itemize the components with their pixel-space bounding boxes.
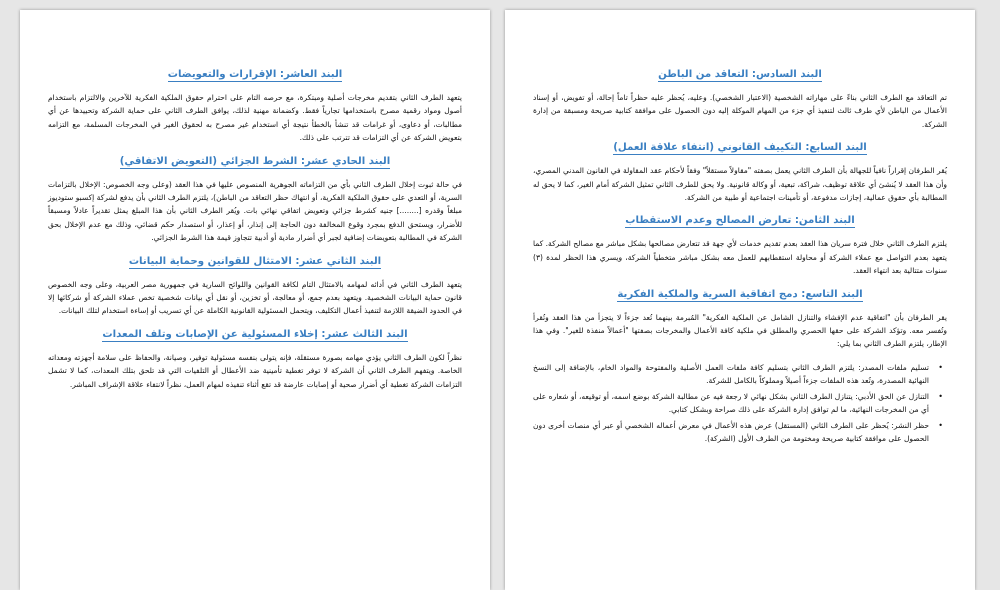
section-paragraph: نظراً لكون الطرف الثاني يؤدي مهامه بصورة مستقلة، فإنه يتولى بنفسه مسئولية توفير، وصيانة، والحفاظ على سلامة أجهزته ومعداته الخاصة. ويتفهم الطرف الثاني أن الشركة لا توفر تغطية تأمينية ضد الأعطال أو التلفيات التي قد تلحق بتلك المعدات، كما لا تشمل التزامات الشركة تغطية أي أضرار صحية أو إصابات عارضة قد تقع أثناء تنفيذه لمهام العمل، نظراً لانتفاء علاقة الإشراف المباشر. — [48, 352, 462, 389]
section-heading: البند الحادي عشر: الشرط الجزائي (التعويض الاتفاقي) — [119, 155, 391, 167]
page-content — [48, 68, 462, 401]
list-item: • حظر النشر: يُحظر على الطرف الثاني (المستقل) عرض هذه الأعمال في معرض أعماله الشخصي أو عبر أي منصات أخرى دون الحصول على موافقة كتابية صريحة ومختومة من الطرف الأول (الشركة). — [533, 420, 943, 443]
section-paragraph: يتعهد الطرف الثاني في أدائه لمهامه بالامتثال التام لكافة القوانين واللوائح السارية في جمهورية مصر العربية، وعلى وجه الخصوص قانون حماية البيانات الشخصية. ويتعهد بعدم جمع، أو معالجة، أو تخزين، أو نقل أي بيانات شخصية تخص عملاء الشركة أو شركائها إلا في الحدود الضيقة اللازمة لتنفيذ أعمال التكليف، ويتحمل المسئولية القانونية الكاملة عن أي تسريب أو إساءة استخدام لتلك البيانات. — [48, 279, 462, 316]
section-paragraph: يقر الطرفان بأن "اتفاقية عدم الإفشاء والتنازل الشامل عن الملكية الفكرية" المُبرمة بينهما تُعد جزءاً لا يتجزأ من هذا العقد وتُقرأ وتُفسر معه. وتؤكد الشركة على حقها الحصري والمطلق في ملكية كافة الأعمال والمخرجات بصفتها "أعمالاً منفذة للغير". وفي هذا الإطار، يلتزم الطرف الثاني بما يلي: — [533, 312, 947, 349]
list-item: • تسليم ملفات المصدر: يلتزم الطرف الثاني بتسليم كافة ملفات العمل الأصلية والمفتوحة والمواد الخام، بالإضافة إلى النسخ النهائية المصدرة، وتُعد هذه الملفات جزءاً أصيلاً ومملوكاً بالكامل للشركة. — [533, 362, 943, 386]
section-heading: البند السابع: التكييف القانوني (انتفاء علاقة العمل) — [613, 142, 867, 154]
section-heading: البند الثامن: تعارض المصالح وعدم الاستقطاب — [625, 215, 855, 227]
section-paragraph: يتعهد الطرف الثاني بتقديم مخرجات أصلية ومبتكرة، مع حرصه التام على احترام حقوق الملكية الفكرية للآخرين والالتزام باستخدام أصول ومواد رقمية مصرح باستخدامها تجارياً فقط. وكضمانة مهنية لذلك، يوافق الطرف الثاني على حماية الشركة وتحييدها عن أي مطالبات، أو دعاوى، أو غرامات قد تنشأ بالخطأ نتيجة أي استخدام غير مصرح به لحقوق الغير في المخرجات المسلمة، مع التزامه بتعويض الشركة عن أي التزامات قد تترتب على ذلك. — [48, 93, 462, 143]
bullet-icon: • — [938, 391, 943, 401]
section-heading: البند الثالث عشر: إخلاء المسئولية عن الإصابات وتلف المعدات — [102, 328, 408, 340]
bullet-icon: • — [938, 362, 943, 372]
section-paragraph: يلتزم الطرف الثاني خلال فترة سريان هذا العقد بعدم تقديم خدمات لأي جهة قد تتعارض مصالحها بشكل مباشر مع مصالح الشركة. كما يتعهد بعدم التواصل مع عملاء الشركة أو محاولة استقطابهم للعمل معه بشكل مباشر متخطياً الشركة، ويسري هذا الحظر لمدة (٣) سنوات متتالية بعد انتهاء العقد. — [533, 239, 947, 276]
page-content — [533, 68, 947, 447]
document-page-left — [20, 10, 490, 590]
bullet-icon: • — [938, 420, 943, 430]
list-item: • التنازل عن الحق الأدبي: يتنازل الطرف الثاني بشكل نهائي لا رجعة فيه عن مطالبة الشركة بوضع اسمه، أو توقيعه، أو شعاره على أي من المخرجات النهائية، ما لم توافق إدارة الشركة على ذلك صراحة وبشكل كتابي. — [533, 391, 943, 415]
section-heading: البند التاسع: دمج اتفاقية السرية والملكية الفكرية — [617, 288, 863, 300]
document-page-right — [505, 10, 975, 590]
section-paragraph: في حالة ثبوت إخلال الطرف الثاني بأي من التزاماته الجوهرية المنصوص عليها في هذا العقد (وعلى وجه الخصوص: الإخلال بالتزامات السرية، أو التعدي على حقوق الملكية الفكرية، أو انتهاك حظر التعاقد من الباطن)، يلتزم الطرف الثاني بأن يدفع لشركة إكسبو ستوديوز مبلغاً وقدره [........] جنيه كشرط جزائي وتعويض اتفاقي نهائي بات. ويُقر الطرف الثاني بأن هذا المبلغ يمثل تقديراً عادلاً ومسبقاً للأضرار، ويستحق الدفع بمجرد وقوع المخالفة دون الحاجة إلى إنذار، أو إعذار، أو استصدار حكم قضائي، وذلك مع عدم الإخلال بحق الشركة في المطالبة بتعويضات إضافية لجبر أي أضرار مادية أو أدبية تتجاوز قيمة هذا الشرط الجزائي. — [48, 179, 462, 243]
section-paragraph: يُقر الطرفان إقراراً نافياً للجهالة بأن الطرف الثاني يعمل بصفته "مقاولاً مستقلاً" وفقاً لأحكام عقد المقاولة في القانون المدني المصري، وأن هذا العقد لا يُنشئ أي علاقة توظيف، شراكة، تبعية، أو وكالة قانونية. ولا يحق للطرف الثاني تمثيل الشركة أمام الغير، كما لا يحق له المطالبة بأي حقوق عمالية، إجازات مدفوعة، أو تأمينات اجتماعية أو طبية من الشركة. — [533, 166, 947, 203]
section-heading: البند الثاني عشر: الامتثال للقوانين وحماية البيانات — [128, 255, 382, 267]
section-heading: البند السادس: التعاقد من الباطن — [658, 69, 822, 80]
section-heading: البند العاشر: الإقرارات والتعويضات — [167, 69, 343, 80]
section-paragraph: تم التعاقد مع الطرف الثاني بناءً على مهاراته الشخصية (الاعتبار الشخصي). وعليه، يُحظر عليه حظراً تاماً إحالة، أو تفويض، أو إسناد الأعمال من الباطن لأي طرف ثالث لتنفيذ أي جزء من المهام الموكلة إليه دون الحصول على موافقة كتابية صريحة ومسبقة من إدارة الشركة. — [533, 93, 947, 129]
bullet-list — [533, 361, 947, 445]
